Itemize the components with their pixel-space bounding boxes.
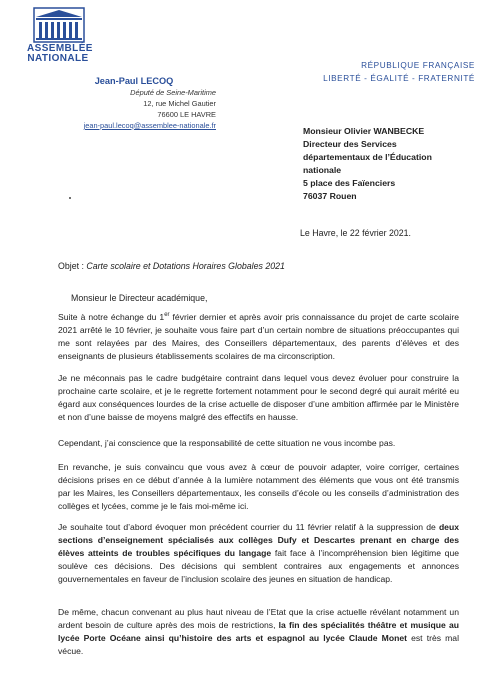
hemicycle-icon (32, 6, 86, 44)
sender-street: 12, rue Michel Gautier (143, 99, 216, 108)
paragraph-1-start: Suite à notre échange du 1 (58, 311, 165, 322)
paragraph-6-start: De même, chacun convenant au plus haut niveau de l’Etat que la crise actuelle révélant notamment un ardent besoin de culture après des mois de restrictions, (58, 607, 459, 630)
sender-name: Jean-Paul LECOQ (94, 76, 174, 86)
paragraph-6-end: est très mal vécue. (58, 632, 459, 656)
paragraph-2: Je ne méconnais pas le cadre budgétaire contraint dans lequel vous devez évoluer pour construire la prochaine carte scolaire, et je le regrette fortement notamment pour le second degré qui aurait mérité eu égard aux conséquences lourdes de la crise actuelle de disposer d’une ambition affirmée par le Ministère et non d’une baisse de moyens malgré des effectifs en hausse. (58, 373, 459, 422)
subject-label: Objet : (58, 261, 84, 271)
sender-title: Député de Seine-Maritime (130, 88, 216, 97)
paragraph-5-end: fait face à l’incompréhension bien légitime que soulève ces décisions. Des décisions qui semblent contraires aux engagements et annonces gouvernementales en faveur de l’inclusion scolaire des jeunes en situation de handicap. (58, 547, 460, 584)
logo-text-line-2: NATIONALE (27, 53, 89, 64)
recipient-line: départementaux de l’Éducation (303, 151, 432, 162)
recipient-line: nationale (303, 164, 342, 175)
paragraph-4: En revanche, je suis convaincu que vous avez à cœur de pouvoir adapter, voire corriger, certaines décisions prises en ce début d’année à la lumière notamment des éléments que vous ont été transmis par les Maires, les Conseillers départementaux, les conseils d’école ou les conseils d’administration des collèges et lycées, comme je le fais moi-même ici. (58, 462, 459, 511)
recipient-line: 5 place des Faïenciers (303, 177, 396, 188)
paragraph-1-rest: février dernier et après avoir pris connaissance du projet de carte scolaire 2021 arrêté le 10 février, je souhaite vous faire part d’un certain nombre de situations préoccupantes qui me sont relayées par des Maires, des Conseillers départementaux, des parents d’élèves et des enseignants de plusieurs établissements scolaires de ma circonscription. (58, 311, 459, 361)
paragraph-3: Cependant, j’ai conscience que la responsabilité de cette situation ne vous incombe pas. (58, 438, 396, 448)
paragraph-5-start: Je souhaite tout d’abord évoquer mon précédent courrier du 11 février relatif à la suppression de (58, 522, 439, 532)
republic-devise: LIBERTÉ - ÉGALITÉ - FRATERNITÉ (323, 74, 475, 83)
sender-email-link[interactable]: jean-paul.lecoq@assemblee-nationale.fr (83, 121, 216, 130)
paragraph-1 (58, 309, 459, 362)
paragraph-6 (58, 606, 459, 658)
recipient-line: Directeur des Services (303, 138, 397, 149)
letter-date: Le Havre, le 22 février 2021. (300, 228, 412, 238)
assemblee-nationale-logo (27, 6, 91, 64)
republic-motto (323, 59, 475, 85)
republic-name: RÉPUBLIQUE FRANÇAISE (361, 61, 475, 70)
recipient-address (303, 125, 432, 202)
paragraph-5-emphasis: deux sections d’enseignement spécialisés aux collèges Dufy et Descartes prenant en charge des élèves atteints de troubles spécifiques du langage (58, 522, 459, 558)
logo-text-line-1: ASSEMBLÉE (27, 43, 93, 54)
ordinal-suffix: er (164, 312, 170, 318)
salutation: Monsieur le Directeur académique, (71, 293, 208, 303)
scan-dot (69, 197, 71, 199)
subject-text: Carte scolaire et Dotations Horaires Globales 2021 (86, 261, 285, 271)
sender-city: 76600 LE HAVRE (157, 110, 216, 119)
paragraph-5 (58, 521, 459, 586)
letter-subject (58, 261, 285, 271)
recipient-line: Monsieur Olivier WANBECKE (303, 126, 425, 136)
recipient-line: 76037 Rouen (303, 190, 357, 201)
paragraph-6-emphasis: la fin des spécialités théâtre et musique au lycée Porte Océane ainsi qu’histoire des arts et espagnol au lycée Claude Monet (58, 619, 459, 643)
